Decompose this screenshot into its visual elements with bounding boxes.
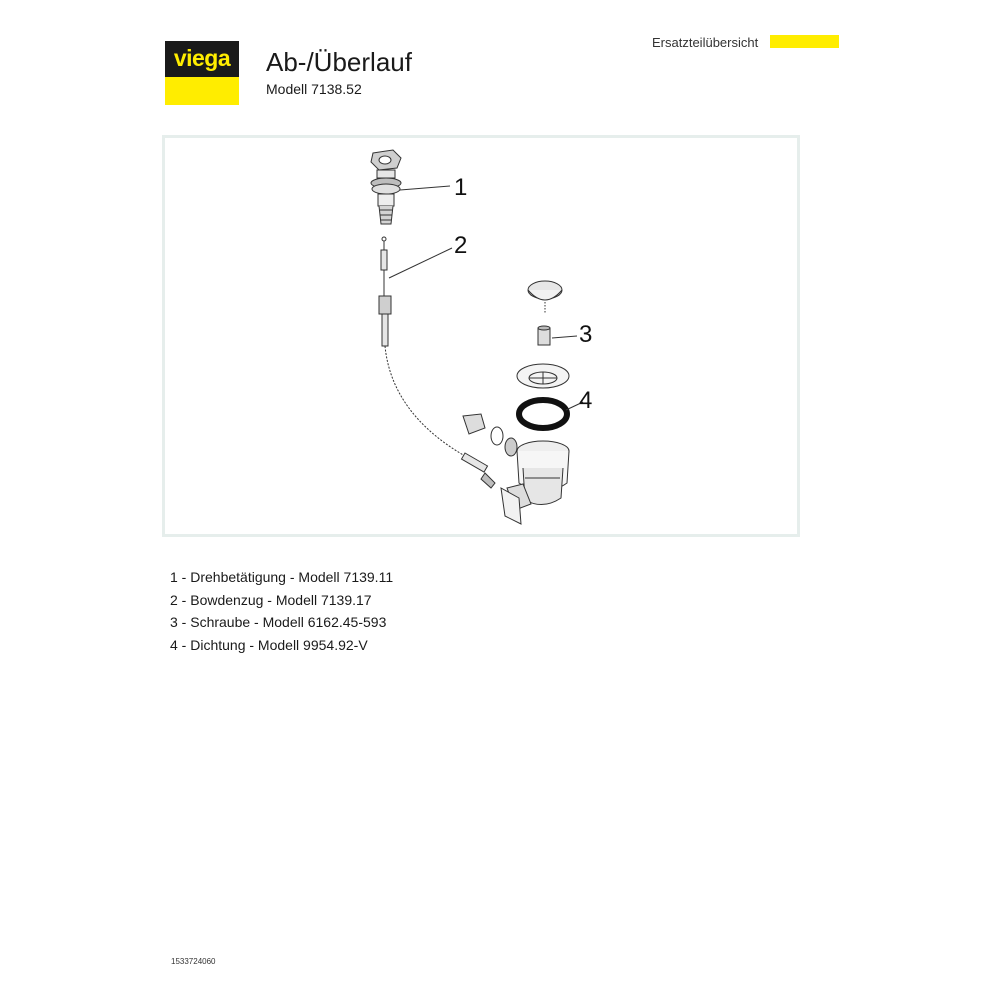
logo-wordmark: viega [173, 45, 231, 71]
screw-part [528, 281, 562, 345]
parts-legend [170, 566, 393, 656]
rotary-knob-part [371, 150, 401, 224]
exploded-drawing [165, 138, 797, 534]
legend-item: 1 - Drehbetätigung - Modell 7139.11 [170, 569, 394, 585]
callout-3: 3 [579, 321, 593, 348]
legend-item: 2 - Bowdenzug - Modell 7139.17 [170, 591, 372, 608]
document-number: 1533724060 [171, 957, 216, 966]
exploded-drawing-frame [162, 135, 800, 537]
legend-item: 4 - Dichtung - Modell 9954.92-V [170, 636, 368, 653]
yellow-marker [770, 35, 839, 48]
legend-item: 3 - Schraube - Modell 6162.45-593 [170, 614, 387, 630]
callout-2: 2 [454, 232, 468, 259]
viega-logo [165, 41, 239, 105]
callout-1: 1 [454, 174, 468, 201]
page-title: Ab-/Überlauf [266, 47, 412, 77]
logo-yellow-block [165, 77, 239, 105]
model-number: Modell 7138.52 [266, 81, 362, 97]
callout-4: 4 [579, 387, 593, 414]
document-type: Ersatzteilübersicht [652, 35, 759, 50]
strainer-part [517, 364, 569, 388]
seal-part [519, 400, 567, 428]
